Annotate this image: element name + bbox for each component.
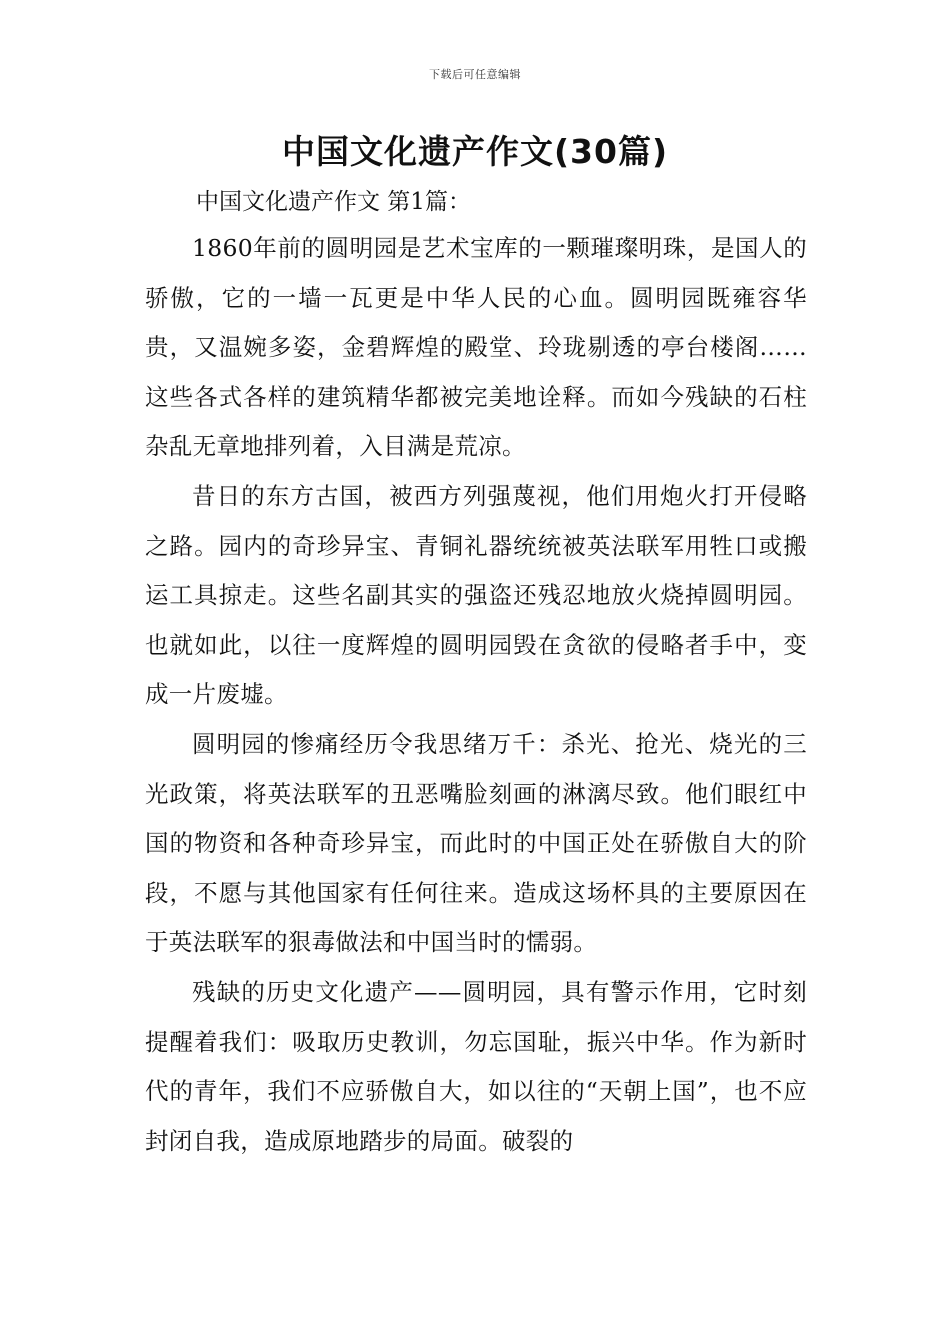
document-body xyxy=(145,224,807,1166)
paragraph-1: 1860年前的圆明园是艺术宝库的一颗璀璨明珠，是国人的骄傲，它的一墙一瓦更是中华人民的心血。圆明园既雍容华贵，又温婉多姿，金碧辉煌的殿堂、玲珑剔透的亭台楼阁……这些各式各样的建筑精华都被完美地诠释。而如今残缺的石柱杂乱无章地排列着，入目满是荒凉。 xyxy=(145,234,807,461)
document-title: 中国文化遗产作文(30篇) xyxy=(281,132,669,171)
paragraph-4: 残缺的历史文化遗产——圆明园，具有警示作用，它时刻提醒着我们：吸取历史教训，勿忘国耻，振兴中华。作为新时代的青年，我们不应骄傲自大，如以往的“天朝上国”，也不应封闭自我，造成原地踏步的局面。破裂的 xyxy=(145,977,807,1155)
paragraph-2: 昔日的东方古国，被西方列强蔑视，他们用炮火打开侵略之路。园内的奇珍异宝、青铜礼器统统被英法联军用牲口或搬运工具掠走。这些名副其实的强盗还残忍地放火烧掉圆明园。也就如此，以往一度辉煌的圆明园毁在贪欲的侵略者手中，变成一片废墟。 xyxy=(145,481,807,709)
header-note: 下载后可任意编辑 xyxy=(429,68,521,81)
document-subtitle: 中国文化遗产作文 第1篇： xyxy=(196,189,471,215)
paragraph-3: 圆明园的惨痛经历令我思绪万千：杀光、抢光、烧光的三光政策，将英法联军的丑恶嘴脸刻画的淋漓尽致。他们眼红中国的物资和各种奇珍异宝，而此时的中国正处在骄傲自大的阶段，不愿与其他国家有任何往来。造成这场杯具的主要原因在于英法联军的狠毒做法和中国当时的懦弱。 xyxy=(145,729,807,957)
